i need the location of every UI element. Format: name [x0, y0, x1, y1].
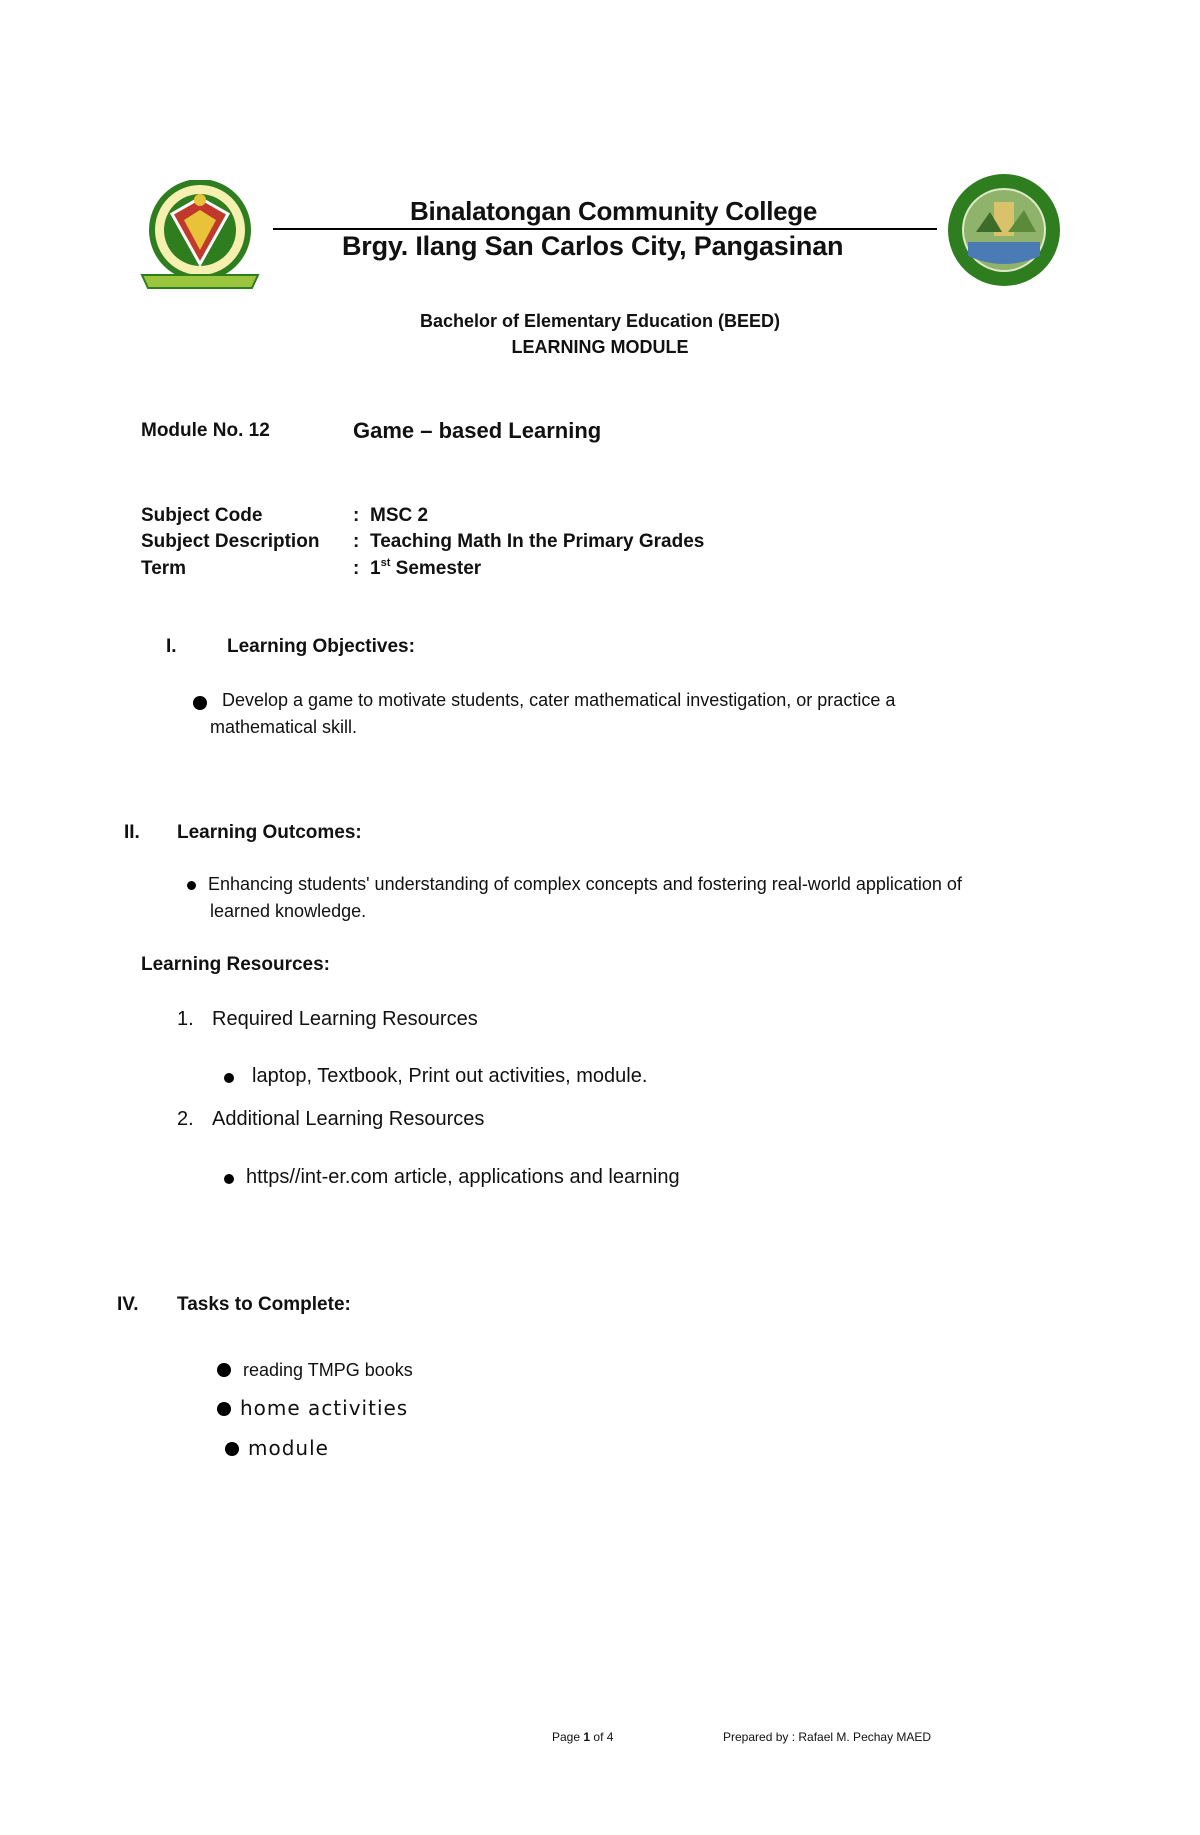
degree-program: Bachelor of Elementary Education (BEED) — [419, 311, 781, 331]
required-resources-item: laptop, Textbook, Print out activities, module. — [252, 1065, 648, 1087]
additional-resources-number: 2. — [177, 1108, 194, 1130]
page-total: of 4 — [593, 1730, 614, 1744]
required-resources-number: 1. — [177, 1008, 194, 1030]
bullet-icon — [217, 1363, 231, 1377]
term-value-suffix: st — [380, 557, 391, 569]
task-item-2: home activities — [240, 1396, 409, 1420]
tasks-heading: Tasks to Complete: — [177, 1294, 351, 1315]
term-colon: : — [353, 558, 360, 579]
term-label: Term — [141, 558, 187, 579]
college-address: Brgy. Ilang San Carlos City, Pangasinan — [342, 231, 844, 261]
subject-description-value: Teaching Math In the Primary Grades — [370, 531, 705, 552]
bullet-icon — [217, 1402, 231, 1416]
resources-heading: Learning Resources: — [141, 954, 330, 975]
objectives-heading: Learning Objectives: — [227, 636, 415, 657]
prepared-by: Prepared by : Rafael M. Pechay MAED — [723, 1730, 932, 1744]
term-value — [370, 558, 481, 580]
subject-code-value: MSC 2 — [370, 505, 429, 526]
page-number — [552, 1730, 613, 1744]
required-resources-label: Required Learning Resources — [212, 1008, 478, 1030]
bullet-icon — [224, 1073, 234, 1083]
module-title: Game – based Learning — [353, 418, 602, 443]
subject-description-colon: : — [353, 531, 360, 552]
objectives-numeral: I. — [166, 636, 177, 657]
tasks-numeral: IV. — [117, 1294, 139, 1315]
college-logo-left — [140, 180, 266, 295]
bullet-icon — [224, 1174, 234, 1184]
objective-line-2: mathematical skill. — [210, 717, 358, 737]
subject-description-label: Subject Description — [141, 531, 320, 552]
outcome-line-2: learned knowledge. — [210, 901, 367, 921]
task-item-1: reading TMPG books — [243, 1360, 413, 1380]
additional-resources-item: https//int-er.com article, applications and learning — [246, 1166, 680, 1188]
page-current: 1 — [583, 1730, 591, 1744]
bullet-icon — [193, 696, 207, 710]
task-item-3: module — [248, 1436, 329, 1460]
college-name: Binalatongan Community College — [410, 196, 818, 226]
outcomes-heading: Learning Outcomes: — [177, 822, 362, 843]
term-value-number: 1 — [370, 558, 381, 579]
module-number: Module No. 12 — [141, 420, 270, 441]
document-type: LEARNING MODULE — [511, 337, 689, 357]
header-rule-top — [273, 228, 937, 230]
additional-resources-label: Additional Learning Resources — [212, 1108, 485, 1130]
outcomes-numeral: II. — [124, 822, 140, 843]
city-seal-right — [946, 172, 1062, 288]
bullet-icon — [187, 881, 196, 890]
term-value-text: Semester — [395, 558, 482, 579]
outcome-line-1: Enhancing students' understanding of complex concepts and fostering real-world application of — [208, 874, 962, 894]
objective-line-1: Develop a game to motivate students, cater mathematical investigation, or practice a — [222, 690, 896, 710]
page-prefix: Page — [552, 1730, 581, 1744]
subject-code-label: Subject Code — [141, 505, 263, 526]
bullet-icon — [225, 1442, 239, 1456]
subject-code-colon: : — [353, 505, 360, 526]
